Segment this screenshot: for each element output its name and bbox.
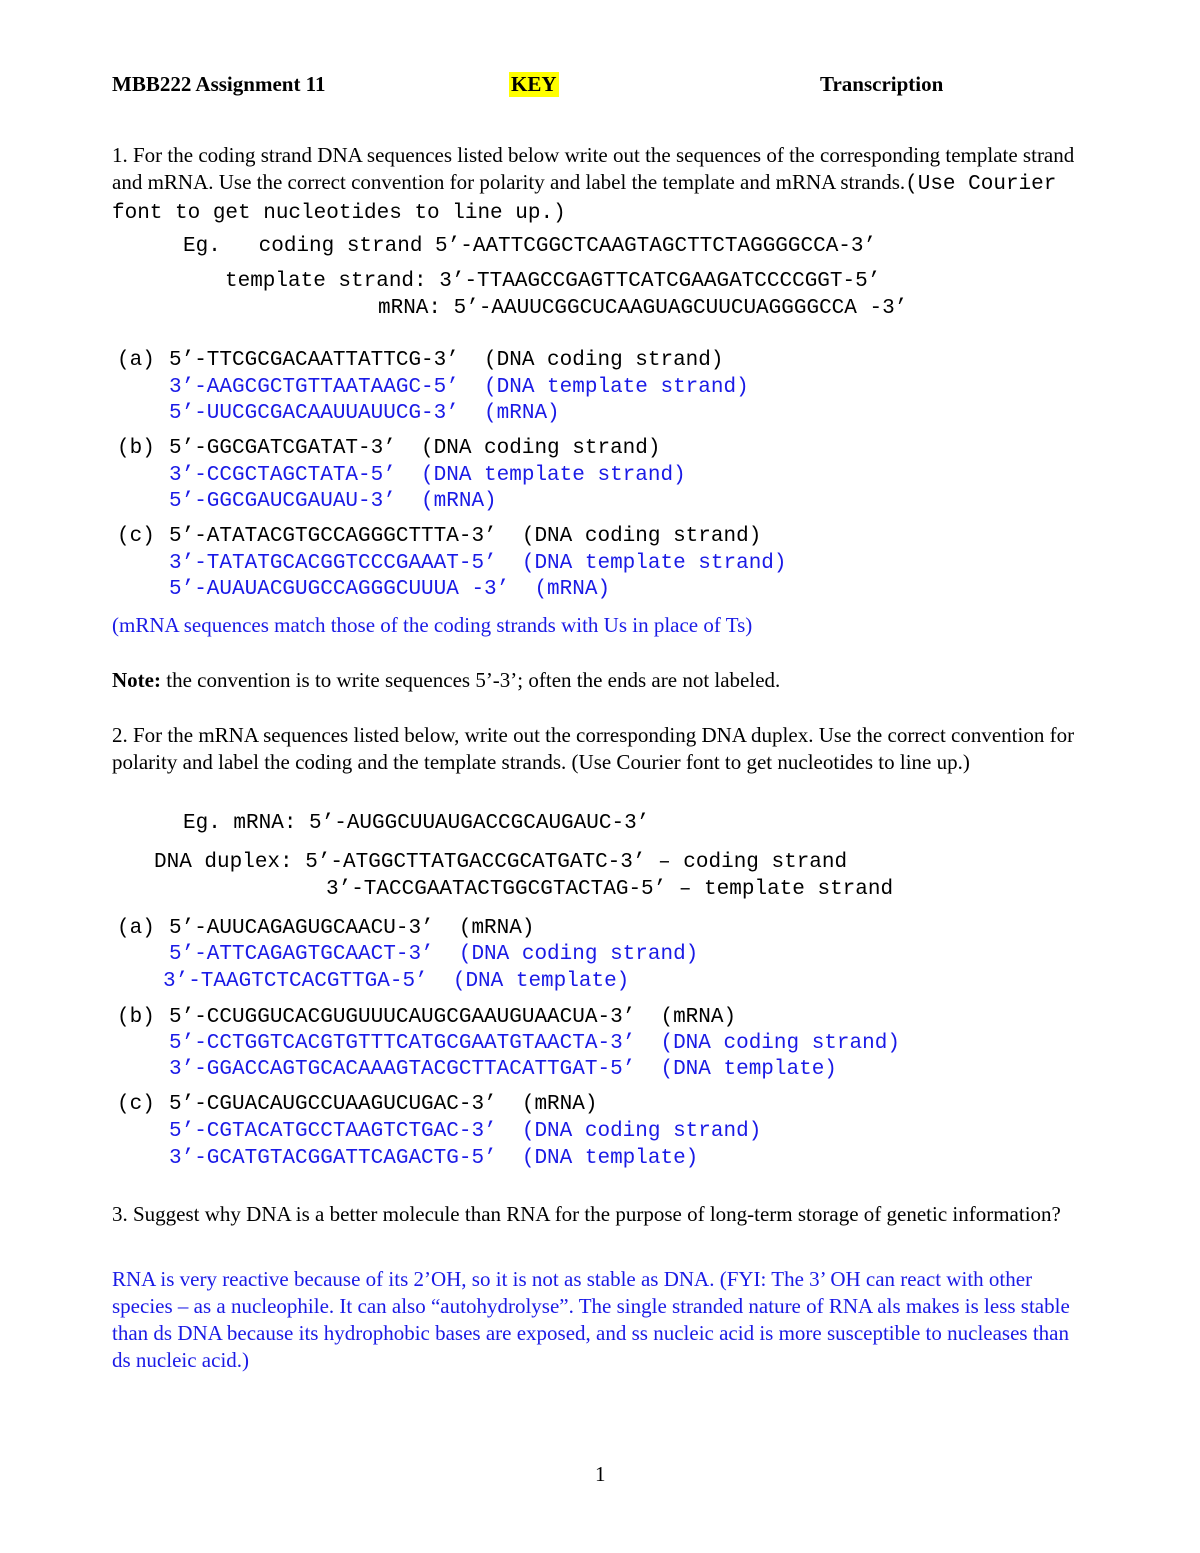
q2-example-coding: DNA duplex: 5’-ATGGCTTATGACCGCATGATC-3’ – coding strand [154, 851, 848, 874]
q3-prompt: 3. Suggest why DNA is a better molecule than RNA for the purpose of long-term storage of genetic information? [112, 1202, 1061, 1226]
q2-prompt: 2. For the mRNA sequences listed below, write out the corresponding DNA duplex. Use the correct convention for polarity and label the coding and the template strands. (Use Courier font to get nucleotides to line up.) [112, 723, 1075, 774]
q2-c-given: 5’-CGUACAUGCCUAAGUCUGAC-3’ (mRNA) [169, 1093, 598, 1116]
q1-a-given: 5’-TTCGCGACAATTATTCG-3’ (DNA coding strand) [169, 349, 724, 372]
q1-prompt-text: 1. For the coding strand DNA sequences listed below write out the sequences of the corresponding template strand and mRNA. Use the correct convention for polarity and label the template and mRNA strands. [112, 143, 1075, 194]
q2-example-mrna: Eg. mRNA: 5’-AUGGCUUAUGACCGCAUGAUC-3’ [183, 812, 650, 835]
q2-example-template: 3’-TACCGAATACTGGCGTACTAG-5’ – template strand [326, 878, 894, 901]
q1-a-answer-template: 3’-AAGCGCTGTTAATAAGC-5’ (DNA template strand) [169, 376, 749, 399]
q2-b-answer-coding: 5’-CCTGGTCACGTGTTTCATGCGAATGTAACTA-3’ (DNA coding strand) [169, 1032, 900, 1055]
note-label: Note: [112, 668, 161, 692]
q1-note [112, 668, 780, 693]
q2-c-answer-template: 3’-GCATGTACGGATTCAGACTG-5’ (DNA template) [169, 1147, 699, 1170]
q1-b-answer-mrna: 5’-GGCGAUCGAUAU-3’ (mRNA) [169, 490, 497, 513]
q1-explanation: (mRNA sequences match those of the coding strands with Us in place of Ts) [112, 613, 753, 637]
q1-b-given: 5’-GGCGATCGATAT-3’ (DNA coding strand) [169, 437, 661, 460]
q2-a-answer-template: 3’-TAAGTCTCACGTTGA-5’ (DNA template) [163, 970, 630, 993]
q1-c-answer-template: 3’-TATATGCACGGTCCCGAAAT-5’ (DNA template strand) [169, 552, 787, 575]
q2-c-label: (c) [117, 1093, 155, 1116]
q1-example-mrna: mRNA: 5’-AAUUCGGCUCAAGUAGCUUCUAGGGGCCA -3’ [378, 297, 908, 320]
q1-b-answer-template: 3’-CCGCTAGCTATA-5’ (DNA template strand) [169, 464, 686, 487]
q1-c-answer-mrna: 5’-AUAUACGUGCCAGGGCUUUA -3’ (mRNA) [169, 578, 611, 601]
page-number: 1 [595, 1462, 606, 1486]
q2-c-answer-coding: 5’-CGTACATGCCTAAGTCTGAC-3’ (DNA coding strand) [169, 1120, 762, 1143]
q2-a-label: (a) [117, 917, 155, 940]
q2-b-given: 5’-CCUGGUCACGUGUUUCAUGCGAAUGUAACUA-3’ (mRNA) [169, 1006, 737, 1029]
q1-c-label: (c) [117, 525, 155, 548]
q1-example-template: template strand: 3’-TTAAGCCGAGTTCATCGAAGATCCCCGGT-5’ [225, 270, 881, 293]
q2-a-given: 5’-AUUCAGAGUGCAACU-3’ (mRNA) [169, 917, 535, 940]
q1-example-coding: Eg. coding strand 5’-AATTCGGCTCAAGTAGCTTCTAGGGGCCA-3’ [183, 235, 877, 258]
q2-b-answer-template: 3’-GGACCAGTGCACAAAGTACGCTTACATTGAT-5’ (DNA template) [169, 1058, 837, 1081]
q1-c-given: 5’-ATATACGTGCCAGGGCTTTA-3’ (DNA coding strand) [169, 525, 762, 548]
q1-a-label: (a) [117, 349, 155, 372]
q2-b-label: (b) [117, 1006, 155, 1029]
q1-a-answer-mrna: 5’-UUCGCGACAAUUAUUCG-3’ (mRNA) [169, 402, 560, 425]
header-topic: Transcription [820, 72, 944, 96]
q1-prompt [112, 142, 1092, 227]
q1-prompt-courier-note: (Use Courier font to get nucleotides to line up.) [112, 173, 1057, 225]
header-course: MBB222 Assignment 11 [112, 72, 326, 96]
q3-answer: RNA is very reactive because of its 2’OH, so it is not as stable as DNA. (FYI: The 3’ OH can react with other species – as a nucleophile. It can also “autohydrolyse”. The single stranded nature of RNA als makes is less stable than ds DNA because its hydrophobic bases are exposed, and ss nucleic acid is more susceptible to nucleases than ds nucleic acid.) [112, 1267, 1070, 1372]
q1-b-label: (b) [117, 437, 155, 460]
header-key-highlight: KEY [511, 72, 557, 96]
q2-a-answer-coding: 5’-ATTCAGAGTGCAACT-3’ (DNA coding strand) [169, 943, 699, 966]
note-text: the convention is to write sequences 5’-3’; often the ends are not labeled. [160, 668, 781, 692]
